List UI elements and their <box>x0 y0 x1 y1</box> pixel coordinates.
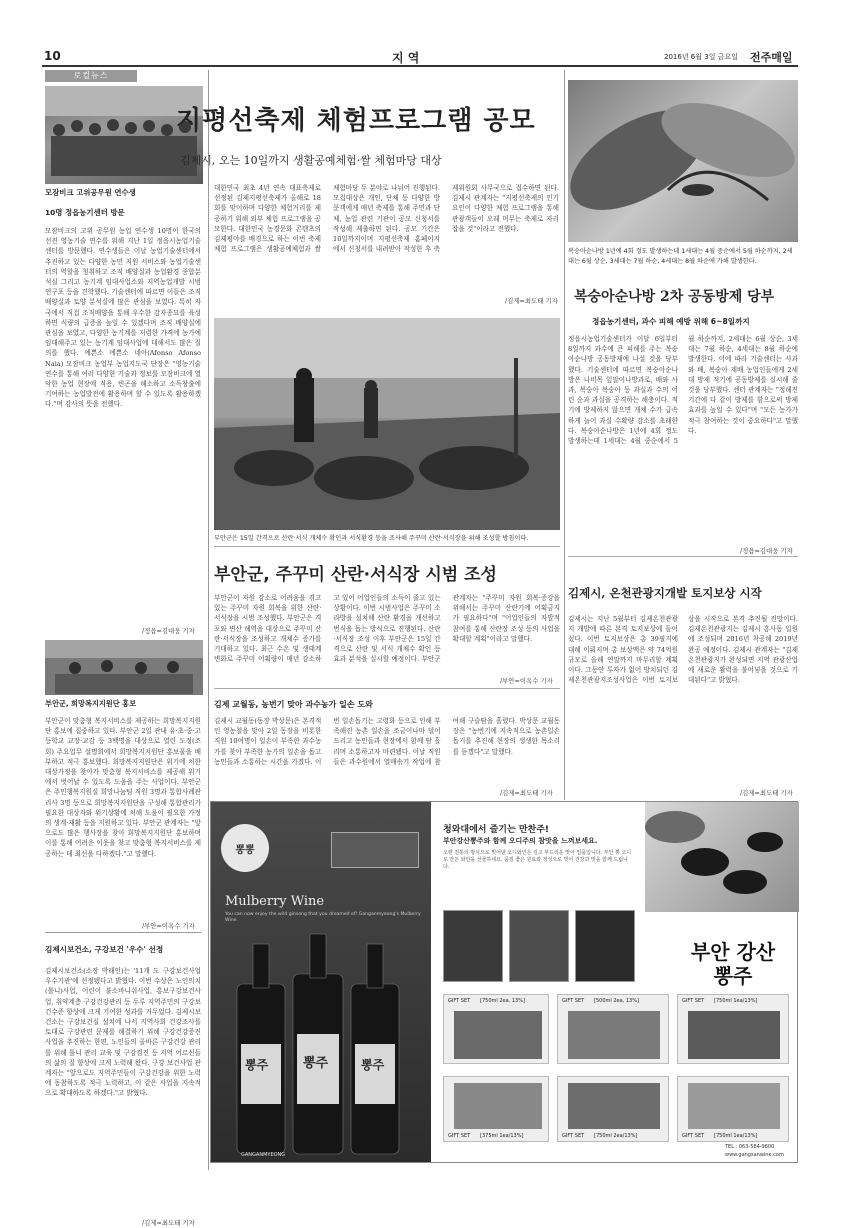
ad-product-5-set: GIFT SET <box>562 1133 585 1139</box>
peach-subhead: 정읍농기센터, 과수 피해 예방 위해 6~8일까지 <box>592 317 750 326</box>
photo-caption-octopus: 부안군은 15일 간격으로 산란·서식 개체수 확인과 서식환경 등을 조사해 주꾸미 산란·서식장을 위해 조성할 방침이다. <box>214 535 529 542</box>
octopus-byline: /부안=이옥수 기자 <box>500 677 553 685</box>
issue-date: 2016년 6월 3일 금요일 <box>664 53 738 61</box>
octopus-body: 부안군이 자원 감소로 어려움을 겪고 있는 주꾸미 자원 회복을 위한 산란·서식장을 시범 조성했다. 부안군은 격포와 변산 해역을 대상으로 주꾸미 산란·서식장을 조성하고 개체수 증가를 기대하고 있다. 최근 수온 및 생태계 변화로 주꾸미 어획량이 매년 감소하고 있어 어업인들의 소득이 줄고 있는 상황이다. 이번 시범사업은 주꾸미 소라방을 설치해 산란 환경을 개선하고 번식을 돕는 방식으로 진행된다. 산란·서식장 조성 이후 부안군은 15일 간격으로 산란 및 서식 개체수 확인 등 효과 분석을 실시할 예정이다. 부안군 관계자는 "주꾸미 자원 회복·증강을 위해서는 주꾸미 산란기에 어획금지가 필요하다"며 "어업인들의 자발적 참여를 통해 산란장 조성 등의 사업을 확대할 계획"이라고 말했다. <box>214 594 560 664</box>
sidebar-divider <box>208 70 209 1170</box>
onchon-headline: 김제시, 온천관광지개발 토지보상 시작 <box>568 586 762 600</box>
photo-octopus-habitat <box>214 318 560 530</box>
ad-gift-box-1 <box>443 910 503 982</box>
photo-caption-welfare: 부안군, 희망복지지원단 홍보 <box>45 699 137 708</box>
ad-product-3-set: GIFT SET <box>682 998 705 1004</box>
ad-product-4-set: GIFT SET <box>448 1133 471 1139</box>
leaf-moth-icon <box>568 80 798 242</box>
article-body-welfare: 부안군이 맞춤형 복지서비스를 제공하는 희망복지지원단 홍보에 집중하고 있다. 부안군 2일 관내 유·초·중·고등학교 교장·교감 등 3백명을 대상으로 열린 도정(조회) 주요업무 설명회에서 희망복지지원단 홍보물을 배부하고 적극 홍보했다. 희망복지지원단은 위기에 처한 대상가정을 찾아가 맞춤형 복지서비스를 제공해 위기에서 벗어날 수 있도록 도움을 주는 사업이다. 부안군은 주민행복지원실 희망나눔팀 직원 3명과 통합사례관리사 3명 등으로 희망복지지원단을 구성해 통합관리가 필요한 대상자와 위기상황에 처해 도움이 필요한 가정의 생계·재활 등을 지원하고 있다. 부안군 관계자는 "앞으로도 많은 행사장을 찾아 희망복지지원단 홍보하며 이를 통해 어려운 이웃을 찾고 맞춤형 복지서비스를 제공하는 데 최선을 다하겠다."고 말했다. <box>45 717 201 858</box>
byline-mozambique: /정읍=김대웅 기자 <box>142 627 195 635</box>
ad-product-6-spec: [750ml 1ea/13%] <box>714 1133 758 1139</box>
onchon-body: 김제시는 지난 5월부터 김제온천관광지 개발에 따른 본격 토지보상에 들어섰다. 이번 토지보상은 총 39필지에 대해 이뤄지며 총 보상액은 약 74억원 규모로 올해 연말까지 마무리할 계획이다. 그동안 투자가 없어 방치되던 김제온천관광지조성사업은 이번 토지보상을 시작으로 본격 추진될 전망이다. 김제온천관광지는 김제시 흥사동 일원에 조성되며 2016년 착공해 2019년 완공 예정이다. 김제시 관계자는 "김제온천관광지가 완성되면 지역 관광산업에 새로운 활력을 불어넣을 것으로 기대된다"고 밝혔다. <box>568 615 798 685</box>
header-rule <box>42 65 798 67</box>
ad-product-1 <box>443 994 549 1064</box>
ad-gift-box-3 <box>575 910 635 982</box>
logo-text: 로컬뉴스 <box>73 71 109 80</box>
ad-left-panel <box>211 802 431 1162</box>
onchon-byline: /김제=최도태 기자 <box>740 789 793 797</box>
section-title: 지 역 <box>392 51 420 65</box>
ad-title-en: Mulberry Wine <box>225 894 325 909</box>
right-rule <box>568 556 798 557</box>
ad-badge <box>221 824 269 872</box>
main-byline: /김제=최도태 기자 <box>505 297 558 305</box>
ad-description: 오랜 전통의 방식으로 빚어낸 오디와인은 깊고 부드러운 맛이 일품입니다. 부안 뽕 오디로 만든 와인을 선물하세요. 품질 좋은 원료와 정성으로 빚어 건강과 맛을 함께 드립니다. <box>443 850 632 870</box>
photo-peach-moth <box>568 80 798 242</box>
fishing-boat-icon <box>214 318 560 530</box>
ad-subtitle-en: You can now enjoy the wild ginseng that you dreamed of! Ganganmyeong's Mulberry Wine. <box>225 912 421 924</box>
main-rule <box>214 546 560 547</box>
wine-bottles-icon <box>215 934 429 1160</box>
page-header <box>0 0 842 65</box>
peach-byline: /정읍=김대웅 기자 <box>740 547 793 555</box>
ad-badge-text: 뽕뽕 <box>235 844 255 856</box>
photo-welfare <box>45 640 203 695</box>
ad-bottle-label-1: 뽕주 <box>245 1058 269 1072</box>
ad-footer-brand: GANGANMYEONG <box>241 1152 286 1158</box>
ad-product-5-spec: [750ml 2ea/13%] <box>594 1133 638 1139</box>
main-headline: 지평선축제 체험프로그램 공모 <box>176 106 536 136</box>
photo-caption-peach: 복숭아순나방 1년에 4회 정도 발생하는데 1세대는 4월 중순에서 5월 하순까지, 2세대는 6월 상순, 3세대는 7월 하순, 4세대는 8월 하순에 가해 발생한다. <box>568 248 793 265</box>
ad-tagline-2: 부안강산뽕주와 함께 오디주의 참맛을 느껴보세요. <box>443 837 598 845</box>
ad-tagline: 청와대에서 즐기는 만찬주! <box>443 825 550 835</box>
kyowol-headline: 김제 교월동, 농번기 맞아 과수농가 일손 도와 <box>214 700 373 709</box>
mulberry-fruit-icon <box>645 802 799 912</box>
paper-name: 전주매일 <box>750 51 793 64</box>
photo-caption-mozambique: 모잠비크 고위공무원 연수생 <box>45 188 136 197</box>
kyowol-body: 김제시 교월동(동장 박상문)은 본격적인 영농철을 맞아 2일 동장을 비롯한 직원 10여명이 일손이 부족한 과수농가를 찾아 부족한 농가의 일손을 돕고 농민들과 소통하는 시간을 가졌다. 이번 일손돕기는 고령화 등으로 인해 부족해진 농촌 일손을 조금이나마 덜어드리고 농민들과 현장에서 함께 땀 흘리며 소통하고자 마련됐다. 이날 직원들은 과수원에서 열매솎기 작업에 참여해 구슬땀을 흘렸다. 박상문 교월동장은 "농번기에 지속적으로 농촌일손돕기를 추진해 현장의 생생한 목소리를 듣겠다"고 말했다. <box>214 717 560 766</box>
article-body-dental: 김제시보건소(소장 박래인)는 '11개 도 구강보건사업 우수기관'에 선정됐다고 밝혔다. 이번 수상은 노인의치(틀니)사업, 어린이 불소바니쉬사업, 홍보구강보건사업, 취약계층 구강건강관리 등 두루 지역주민의 구강보건수준 향상에 크게 기여한 성과를 거두었다. 김제시보건소는 구강보건실 설치에 나서 지역사회 건강조사를 토대로 구강관련 문제를 해결하기 위해 구강건강증진사업을 추진하는 한편, 노인들의 올바른 구강건강 관리를 위해 틀니 관리 교육 및 구강검진 등 지역 어르신들의 삶의 질 향상에 크게 노력해 왔다. 구강 보건사업 관계자는 "앞으로도 지역주민들이 구강건강을 위한 노력에 동참하도록 적극 노력하고, 이 같은 사업을 지속적으로 확대하도록 하겠다."고 밝혔다. <box>45 967 201 1098</box>
ad-product-2 <box>557 994 669 1064</box>
page-number: 10 <box>44 49 61 63</box>
peach-body: 정읍시농업기술센터가 이달 6일부터 8일까지 과수에 큰 피해를 주는 복숭아순나방 공동방제에 나설 것을 당부했다. 기술센터에 따르면 복숭아순나방은 나비목 잎말이나방과로, 배와 사과, 복숭아 복숭아 등 과실과 수의 어린 순과 과실을 공격하는 해충이다. 적기에 방제하지 않으면 개체 수가 급속하게 늘어 과실 수확량 감소를 초래한다. 복숭아순나방은 1년에 4회 정도 발생하는데 1세대는 4월 중순에서 5월 하순까지, 2세대는 6월 상순, 3세대는 7월 하순, 4세대는 8월 하순에 발생한다. 이에 따라 기술센터는 사과와 배, 복숭아 재배 농업인들에게 2세대 방제 적기에 공동방제를 실시해 줄 것을 당부했다. 센터 관계자는 "정해진 기간에 다 같이 방제를 함으로써 방제 효과를 높일 수 있다"며 "모든 농가가 적극 참여하는 것이 중요하다"고 말했다. <box>568 335 798 446</box>
article-title-dental: 김제시보건소, 구강보건 '우수' 선정 <box>45 945 164 954</box>
ad-product-2-set: GIFT SET <box>562 998 585 1004</box>
peach-headline: 복숭아순나방 2차 공동방제 당부 <box>574 289 775 305</box>
local-news-logo <box>45 70 137 82</box>
ad-url: www.gangsanwine.com <box>725 1152 784 1158</box>
ad-product-row-2 <box>437 1074 797 1152</box>
sidebar <box>42 70 204 1227</box>
main-body: 대한민국 최초 4년 연속 대표축제로 선정된 김제지평선축제가 올해로 18회를 맞이하며 다양한 체험거리를 제공하기 위해 외부 체험 프로그램을 공모한다. 대한민국 농경문화 콘텐츠의 김제평야를 배경으로 하는 이번 축제 체험 프로그램은 생활공예체험과 쌀 체험마당 두 분야로 나뉘어 진행된다. 모집대상은 개인, 단체 등 다양한 방문객에게 매년 축제를 통해 주민과 단체, 농업 관련 기관이 공모 신청서를 작성해 제출하면 된다. 공모 기간은 10일까지이며 지평선축제 홈페이지에서 신청서를 내려받아 작성한 후 축제위원회 사무국으로 접수하면 된다. 김제시 관계자는 "지평선축제의 인기 요인이 다양한 체험 프로그램을 통해 관광객들이 오래 머무는 축제로 자리잡을 것"이라고 전했다. <box>214 184 559 254</box>
ad-bottle-label-2: 뽕주 <box>303 1056 329 1071</box>
ad-fruit-photo <box>645 802 799 912</box>
octopus-headline: 부안군, 주꾸미 산란·서식장 시범 조성 <box>214 565 497 585</box>
ad-product-6 <box>677 1076 789 1142</box>
ad-gift-box-2 <box>509 910 569 982</box>
ad-product-1-set: GIFT SET <box>448 998 471 1004</box>
ad-product-5 <box>557 1076 669 1142</box>
ad-product-3 <box>677 994 789 1064</box>
ad-product-6-set: GIFT SET <box>682 1133 705 1139</box>
article-body-mozambique: 모잠비크의 고위 공무원 농업 연수생 10명이 한국의 선진 영농기술 연수를 위해 지난 1일 정읍시농업기술센터를 방문했다. 연수생들은 이날 농업기술센터에서 추진하고 있는 다양한 농민 지원 서비스와 농업기술센터의 역할을 청취하고 조직 배양실과 농업환경 종합분석실 그리고 농기계 임대사업소와 지역농업개발 시범 연구포 등을 견학했다. 기술센터에 따르면 이들은 조직 배양실과 토양 분석실에 많은 관심을 보였다. 특히 자국에서 직접 조직배양을 통해 우수한 감자종묘를 육성하면 식량의 급증을 높일 수 있겠다며 조직 배양실에 관심을 보였고, 다양한 농기계를 저렴한 가격에 농가에 임대해주고 있는 농기계 임대사업에 대해서도 많은 질의를 했다. 에쁜소 에쁜소 네아(Afonso Afonso Naia) 모잠비크 농업부 농업지도국 단장은 "영농기술연수를 통해 여러 다양한 기술과 정보를 모잠비크에 열악한 농업 현장에 적용, 빈곤을 해소하고 소득창출에 기여하는 농업발전에 활용하며 할 수 있도록 활용하겠다."며 감사의 뜻을 전했다. <box>45 227 201 409</box>
ad-product-row-1 <box>437 990 797 1070</box>
ad-product-3-spec: [750ml 1ea/13%] <box>714 998 758 1004</box>
octopus-rule <box>214 688 560 689</box>
sidebar-rule <box>45 932 201 933</box>
ad-phone: TEL : 063-584-9600 <box>725 1144 775 1150</box>
ad-product-4 <box>443 1076 549 1142</box>
ad-brand-mark <box>331 832 419 868</box>
ad-brand-kr: 부안 강산 뽕주 <box>690 940 776 988</box>
ad-bottle-label-3: 뽕주 <box>361 1058 385 1072</box>
ad-product-1-spec: [750ml 2ea, 13%] <box>480 998 525 1004</box>
right-divider <box>564 70 565 800</box>
mulberry-wine-ad <box>210 801 798 1163</box>
welfare-photo-icon <box>45 640 203 695</box>
article-title-mozambique: 10명 정읍농기센터 방문 <box>45 208 125 217</box>
ad-product-4-spec: [375ml 1ea/13%] <box>480 1133 524 1139</box>
main-subhead: 김제시, 오는 10일까지 생활공예체험·쌀 체험마당 대상 <box>180 154 442 167</box>
byline-dental: /김제=최도태 기자 <box>142 1219 195 1227</box>
kyowol-byline: /김제=최도태 기자 <box>500 789 553 797</box>
ad-product-2-spec: [500ml 2ea, 13%] <box>594 998 639 1004</box>
byline-welfare: /부안=이옥수 기자 <box>142 922 195 930</box>
